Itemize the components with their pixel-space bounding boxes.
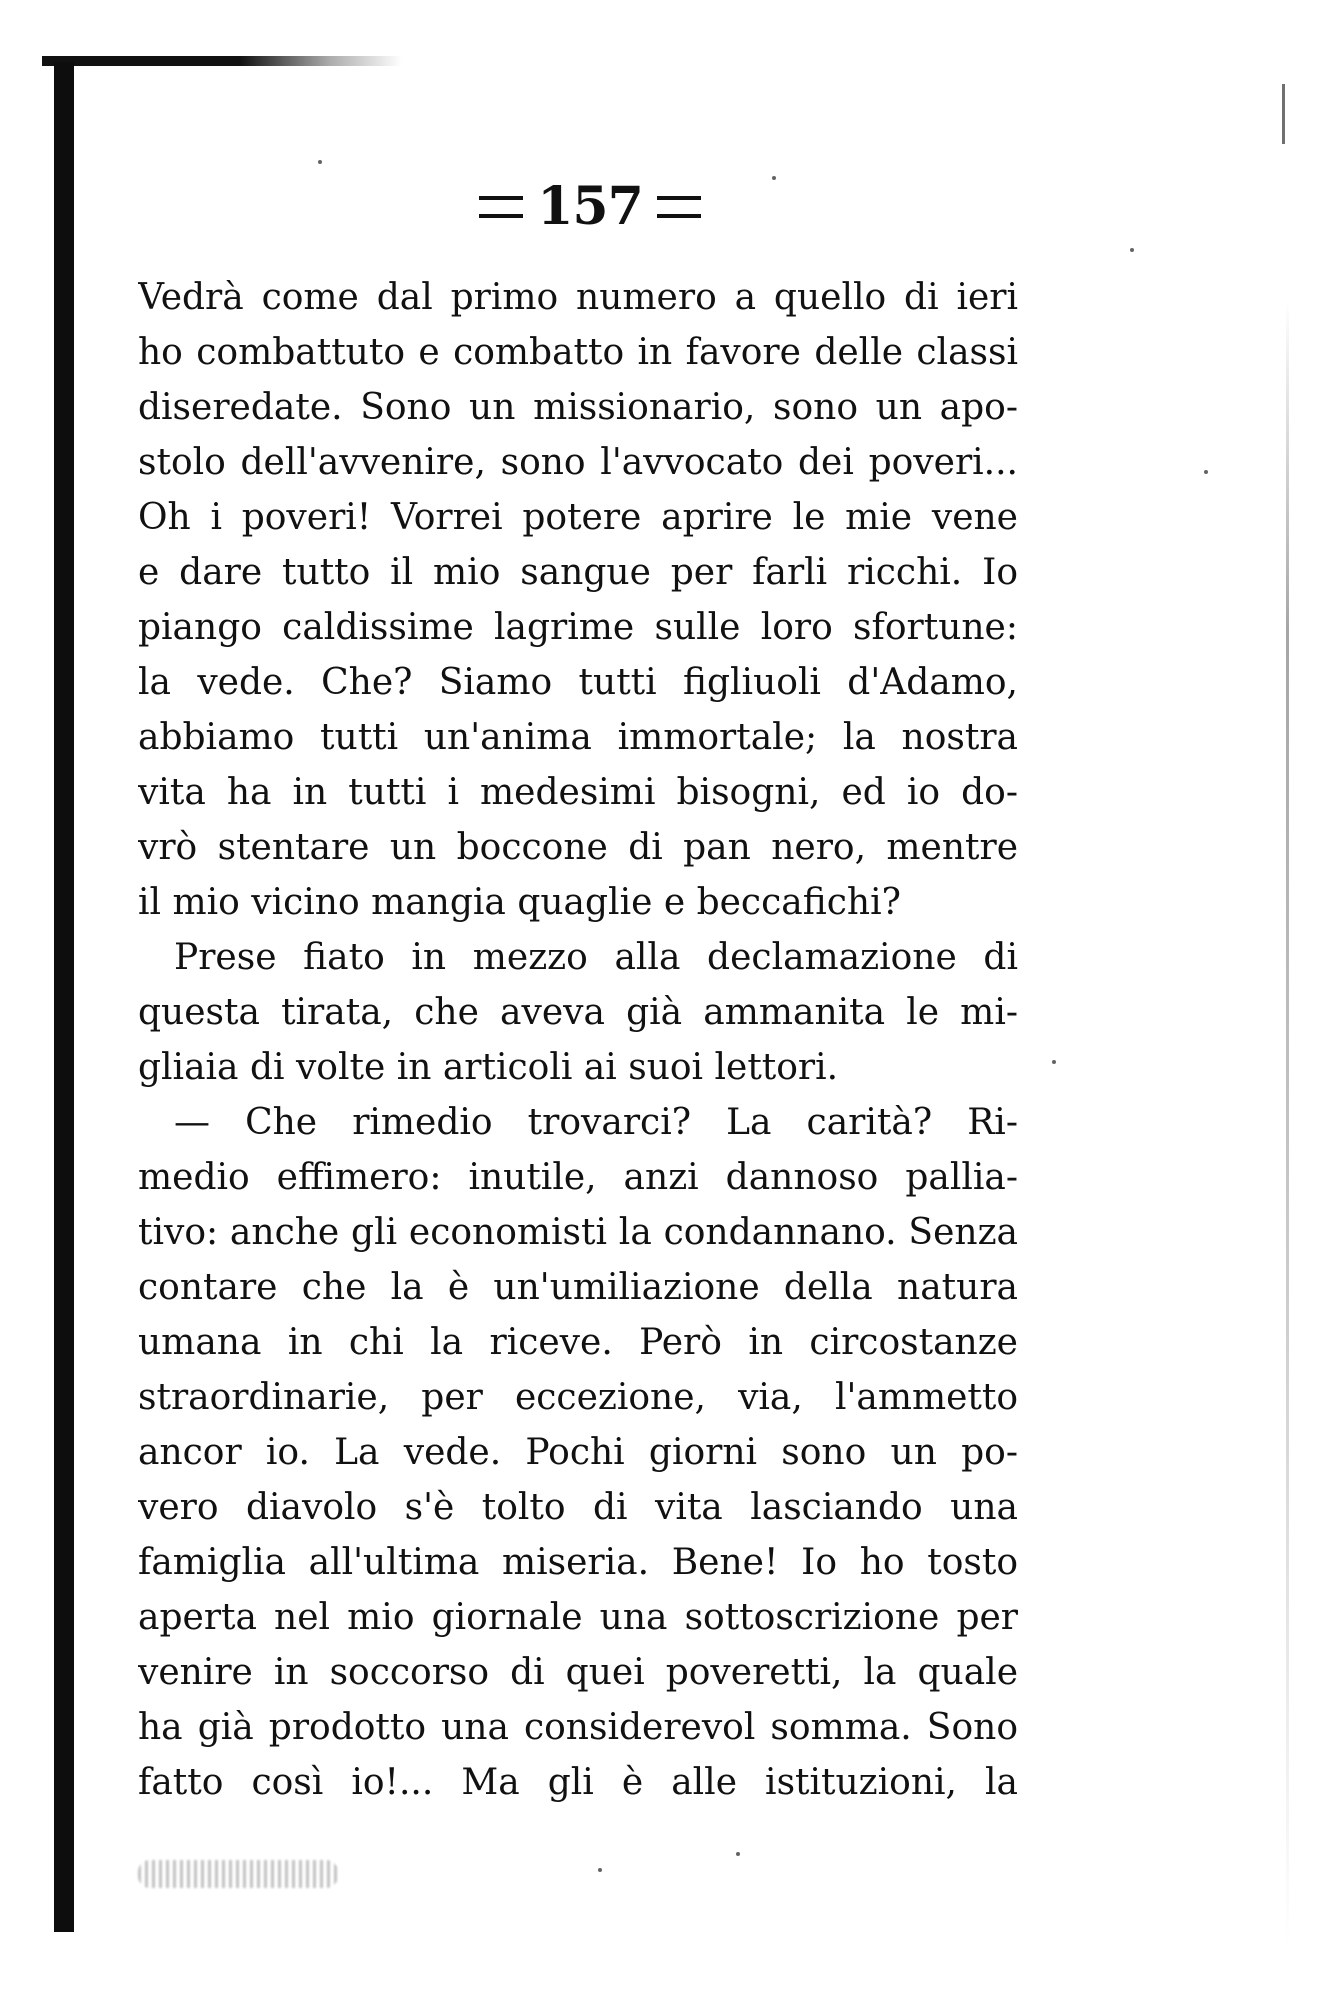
text-line: vero diavolo s'è tolto di vita lasciando una <box>138 1487 1018 1528</box>
header-ornament-left <box>479 196 523 218</box>
scan-speck <box>1130 248 1134 252</box>
text-line: vrò stentare un boccone di pan nero, mentre <box>138 827 1018 868</box>
text-line: ho combattuto e combatto in favore delle classi <box>138 332 1018 373</box>
text-line: tivo: anche gli economisti la condannano. Senza <box>138 1212 1018 1253</box>
text-line: questa tirata, che aveva già ammanita le mi- <box>138 992 1018 1033</box>
scan-right-edge <box>1286 300 1289 1950</box>
text-line: venire in soccorso di quei poveretti, la quale <box>138 1652 1018 1693</box>
text-line: diseredate. Sono un missionario, sono un apo- <box>138 387 1018 428</box>
text-line: vita ha in tutti i medesimi bisogni, ed io do- <box>138 772 1018 813</box>
scan-speck <box>772 176 776 180</box>
text-line: ancor io. La vede. Pochi giorni sono un po- <box>138 1432 1018 1473</box>
text-line: — Che rimedio trovarci? La carità? Ri- <box>174 1102 1018 1143</box>
text-line: Vedrà come dal primo numero a quello di ieri <box>138 277 1018 318</box>
scan-speck <box>318 160 322 164</box>
paragraph <box>138 930 1018 1095</box>
text-line: fatto così io!... Ma gli è alle istituzioni, la <box>138 1762 1018 1803</box>
scan-top-rule <box>42 56 402 66</box>
text-line: medio effimero: inutile, anzi dannoso pallia- <box>138 1157 1018 1198</box>
page-header <box>470 172 710 242</box>
text-line: aperta nel mio giornale una sottoscrizione per <box>138 1597 1018 1638</box>
body-text <box>138 270 1018 1810</box>
text-line: Prese fiato in mezzo alla declamazione di <box>174 937 1018 978</box>
text-line: piango caldissime lagrime sulle loro sfortune: <box>138 607 1018 648</box>
scan-speck <box>1052 1060 1056 1064</box>
header-ornament-right <box>657 196 701 218</box>
text-line: e dare tutto il mio sangue per farli ricchi. Io <box>138 552 1018 593</box>
text-line: la vede. Che? Siamo tutti figliuoli d'Adamo, <box>138 662 1018 703</box>
text-line: il mio vicino mangia quaglie e beccafichi? <box>138 882 901 923</box>
text-line: gliaia di volte in articoli ai suoi lettori. <box>138 1047 839 1088</box>
text-line: umana in chi la riceve. Però in circostanze <box>138 1322 1018 1363</box>
text-line: abbiamo tutti un'anima immortale; la nostra <box>138 717 1018 758</box>
paragraph <box>138 1095 1018 1810</box>
scan-edge-mark <box>1282 84 1291 144</box>
text-line: stolo dell'avvenire, sono l'avvocato dei poveri... <box>138 442 1018 483</box>
paragraph <box>138 270 1018 930</box>
scan-speck <box>736 1852 740 1856</box>
text-line: contare che la è un'umiliazione della natura <box>138 1267 1018 1308</box>
text-line: famiglia all'ultima miseria. Bene! Io ho tosto <box>138 1542 1018 1583</box>
text-line: Oh i poveri! Vorrei potere aprire le mie vene <box>138 497 1018 538</box>
scan-smudge <box>138 1860 338 1888</box>
page-number: 157 <box>537 176 643 237</box>
scan-speck <box>1204 470 1208 474</box>
scan-speck <box>598 1868 602 1872</box>
text-line: ha già prodotto una considerevol somma. Sono <box>138 1707 1018 1748</box>
scan-binding-edge <box>54 62 74 1932</box>
text-line: straordinarie, per eccezione, via, l'ammetto <box>138 1377 1018 1418</box>
